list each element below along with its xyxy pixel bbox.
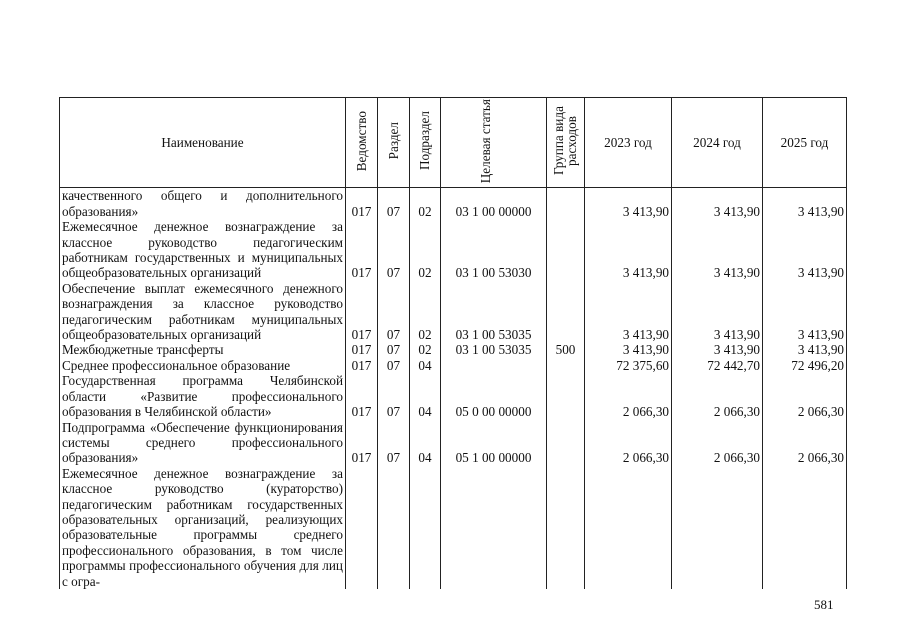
header-target-article: Целевая статья	[441, 98, 547, 188]
cell-2024	[672, 466, 763, 589]
header-name: Наименование	[60, 98, 346, 188]
table-row	[60, 219, 847, 281]
cell-target-article	[441, 358, 547, 373]
cell-expense-group	[547, 373, 585, 419]
cell-2025: 3 413,90	[763, 219, 847, 281]
cell-2024: 3 413,90	[672, 342, 763, 357]
cell-section: 07	[378, 358, 410, 373]
cell-section: 07	[378, 373, 410, 419]
cell-name: Среднее профессиональное образование	[60, 358, 346, 373]
cell-2023: 2 066,30	[585, 373, 672, 419]
cell-section: 07	[378, 420, 410, 466]
cell-2025: 3 413,90	[763, 281, 847, 343]
cell-target-article: 05 1 00 00000	[441, 420, 547, 466]
cell-2025: 72 496,20	[763, 358, 847, 373]
cell-department: 017	[346, 420, 378, 466]
cell-2024: 2 066,30	[672, 420, 763, 466]
table-row	[60, 358, 847, 373]
cell-department: 017	[346, 358, 378, 373]
cell-2025: 2 066,30	[763, 373, 847, 419]
cell-department: 017	[346, 219, 378, 281]
cell-department: 017	[346, 188, 378, 219]
cell-subsection: 02	[410, 188, 441, 219]
cell-subsection	[410, 466, 441, 589]
header-year-2024: 2024 год	[672, 98, 763, 188]
cell-target-article: 03 1 00 00000	[441, 188, 547, 219]
cell-2023: 72 375,60	[585, 358, 672, 373]
budget-table	[59, 97, 847, 589]
cell-expense-group	[547, 188, 585, 219]
cell-2024: 2 066,30	[672, 373, 763, 419]
table-row	[60, 373, 847, 419]
table-row	[60, 188, 847, 219]
cell-expense-group: 500	[547, 342, 585, 357]
header-year-2025: 2025 год	[763, 98, 847, 188]
cell-target-article: 03 1 00 53035	[441, 281, 547, 343]
cell-section: 07	[378, 188, 410, 219]
cell-target-article	[441, 466, 547, 589]
cell-2023: 3 413,90	[585, 281, 672, 343]
cell-section: 07	[378, 342, 410, 357]
cell-section: 07	[378, 219, 410, 281]
cell-2024: 3 413,90	[672, 188, 763, 219]
cell-section: 07	[378, 281, 410, 343]
table-row	[60, 466, 847, 589]
table-row	[60, 342, 847, 357]
cell-subsection: 04	[410, 420, 441, 466]
cell-2025	[763, 466, 847, 589]
cell-expense-group	[547, 219, 585, 281]
cell-name: Государственная программа Челябинской области «Развитие профессионального образования в Челябинской области»	[60, 373, 346, 419]
cell-2023: 3 413,90	[585, 342, 672, 357]
cell-subsection: 04	[410, 373, 441, 419]
cell-target-article: 03 1 00 53030	[441, 219, 547, 281]
header-year-2023: 2023 год	[585, 98, 672, 188]
cell-department	[346, 466, 378, 589]
cell-department: 017	[346, 373, 378, 419]
page-number: 581	[814, 597, 834, 612]
table-header-row	[60, 98, 847, 188]
header-section: Раздел	[378, 98, 410, 188]
cell-expense-group	[547, 420, 585, 466]
cell-subsection: 04	[410, 358, 441, 373]
cell-2025: 3 413,90	[763, 188, 847, 219]
header-expense-group: Группа вида расходов	[547, 98, 585, 188]
header-department: Ведомство	[346, 98, 378, 188]
header-subsection: Подраздел	[410, 98, 441, 188]
cell-subsection: 02	[410, 342, 441, 357]
cell-2025: 2 066,30	[763, 420, 847, 466]
cell-department: 017	[346, 281, 378, 343]
cell-subsection: 02	[410, 281, 441, 343]
cell-name: Межбюджетные трансферты	[60, 342, 346, 357]
cell-department: 017	[346, 342, 378, 357]
cell-name: Ежемесячное денежное вознаграждение за классное руководство педагогическим работникам государственных и муниципальных общеобразовательных организаций	[60, 219, 346, 281]
cell-expense-group	[547, 281, 585, 343]
cell-2023: 3 413,90	[585, 188, 672, 219]
table-row	[60, 420, 847, 466]
cell-target-article: 03 1 00 53035	[441, 342, 547, 357]
cell-subsection: 02	[410, 219, 441, 281]
cell-section	[378, 466, 410, 589]
cell-expense-group	[547, 466, 585, 589]
cell-expense-group	[547, 358, 585, 373]
cell-2023: 3 413,90	[585, 219, 672, 281]
cell-2024: 3 413,90	[672, 281, 763, 343]
cell-2024: 72 442,70	[672, 358, 763, 373]
table-row	[60, 281, 847, 343]
cell-name: Ежемесячное денежное вознаграждение за классное руководство (кураторство) педагогическим работникам государственных образовательных организаций, реализующих образовательные программы среднего профессионального образования, в том числе программы профессионального обучения для лиц с огра-	[60, 466, 346, 589]
cell-name: Подпрограмма «Обеспечение функционирования системы среднего профессионального образования»	[60, 420, 346, 466]
cell-2023: 2 066,30	[585, 420, 672, 466]
cell-2023	[585, 466, 672, 589]
cell-2024: 3 413,90	[672, 219, 763, 281]
cell-2025: 3 413,90	[763, 342, 847, 357]
cell-target-article: 05 0 00 00000	[441, 373, 547, 419]
cell-name: качественного общего и дополнительного образования»	[60, 188, 346, 219]
cell-name: Обеспечение выплат ежемесячного денежного вознаграждения за классное руководство педагогическим работникам муниципальных общеобразовательных организаций	[60, 281, 346, 343]
